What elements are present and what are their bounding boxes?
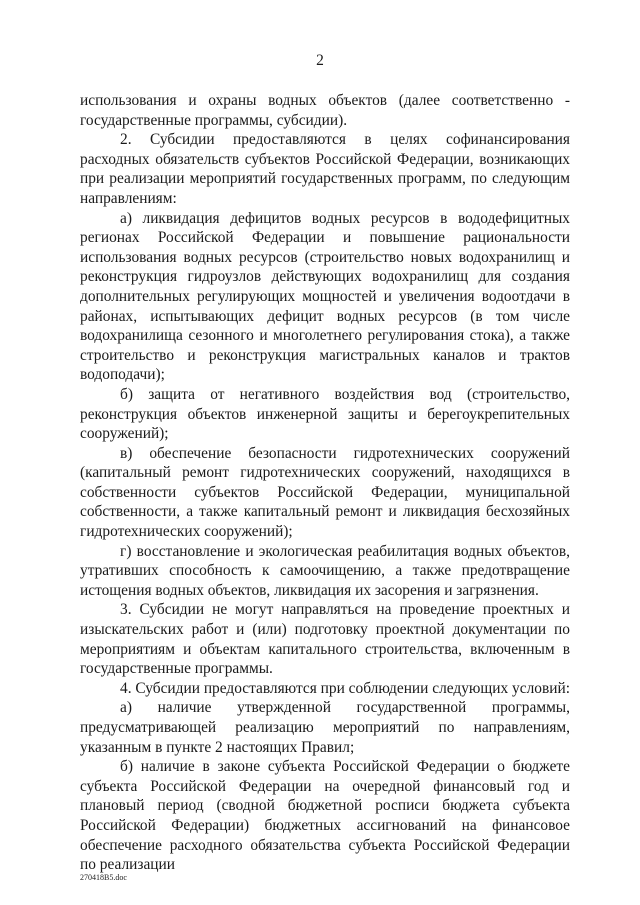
paragraph: 3. Субсидии не могут направляться на проведение проектных и изыскательских работ и (или) подготовку проектной документации по мероприятиям и объектам капитального строительства, включенным в государственные программы. bbox=[80, 601, 570, 678]
paragraph: г) восстановление и экологическая реабилитация водных объектов, утративших способность к самоочищению, а также предотвращение истощения водных объектов, ликвидация их засорения и загрязнения. bbox=[80, 542, 570, 599]
page-number: 2 bbox=[316, 52, 324, 69]
paragraph: использования и охраны водных объектов (далее соответственно - государственные программы, субсидии). bbox=[80, 92, 570, 129]
footer-filename: 270418B5.doc bbox=[80, 873, 127, 882]
paragraph: 2. Субсидии предоставляются в целях софинансирования расходных обязательств субъектов Российской Федерации, возникающих при реализации мероприятий государственных программ, по следующим направлениям: bbox=[80, 131, 570, 207]
paragraph: 4. Субсидии предоставляются при соблюдении следующих условий: bbox=[120, 679, 570, 697]
paragraph: б) наличие в законе субъекта Российской Федерации о бюджете субъекта Российской Федерации на очередной финансовый год и плановый период (сводной бюджетной росписи бюджета субъекта Российской Федерации) бюджетных ассигнований на финансовое обеспечение расходного обязательства субъекта Российской Федерации по реализации bbox=[80, 758, 570, 874]
paragraph: а) наличие утвержденной государственной программы, предусматривающей реализацию мероприятий по направлениям, указанным в пункте 2 настоящих Правил; bbox=[80, 699, 570, 756]
document-body bbox=[80, 91, 570, 875]
paragraph: б) защита от негативного воздействия вод (строительство, реконструкция объектов инженерной защиты и берегоукрепительных сооружений); bbox=[80, 385, 570, 443]
paragraph: а) ликвидация дефицитов водных ресурсов в вододефицитных регионах Российской Федерации и повышение рациональности использования водных ресурсов (строительство новых водохранилищ и реконструкция гидроузлов действующих водохранилищ для создания дополнительных регулирующих мощностей и увеличения водоотдачи в районах, испытывающих дефицит водных ресурсов (в том числе водохранилища сезонного и многолетнего регулирования стока), а также строительство и реконструкция магистральных каналов и трактов водоподачи); bbox=[80, 209, 570, 384]
paragraph: в) обеспечение безопасности гидротехнических сооружений (капитальный ремонт гидротехнических сооружений, находящихся в собственности субъектов Российской Федерации, муниципальной собственности, а также капитальный ремонт и ликвидация бесхозяйных гидротехнических сооружений); bbox=[80, 444, 570, 541]
